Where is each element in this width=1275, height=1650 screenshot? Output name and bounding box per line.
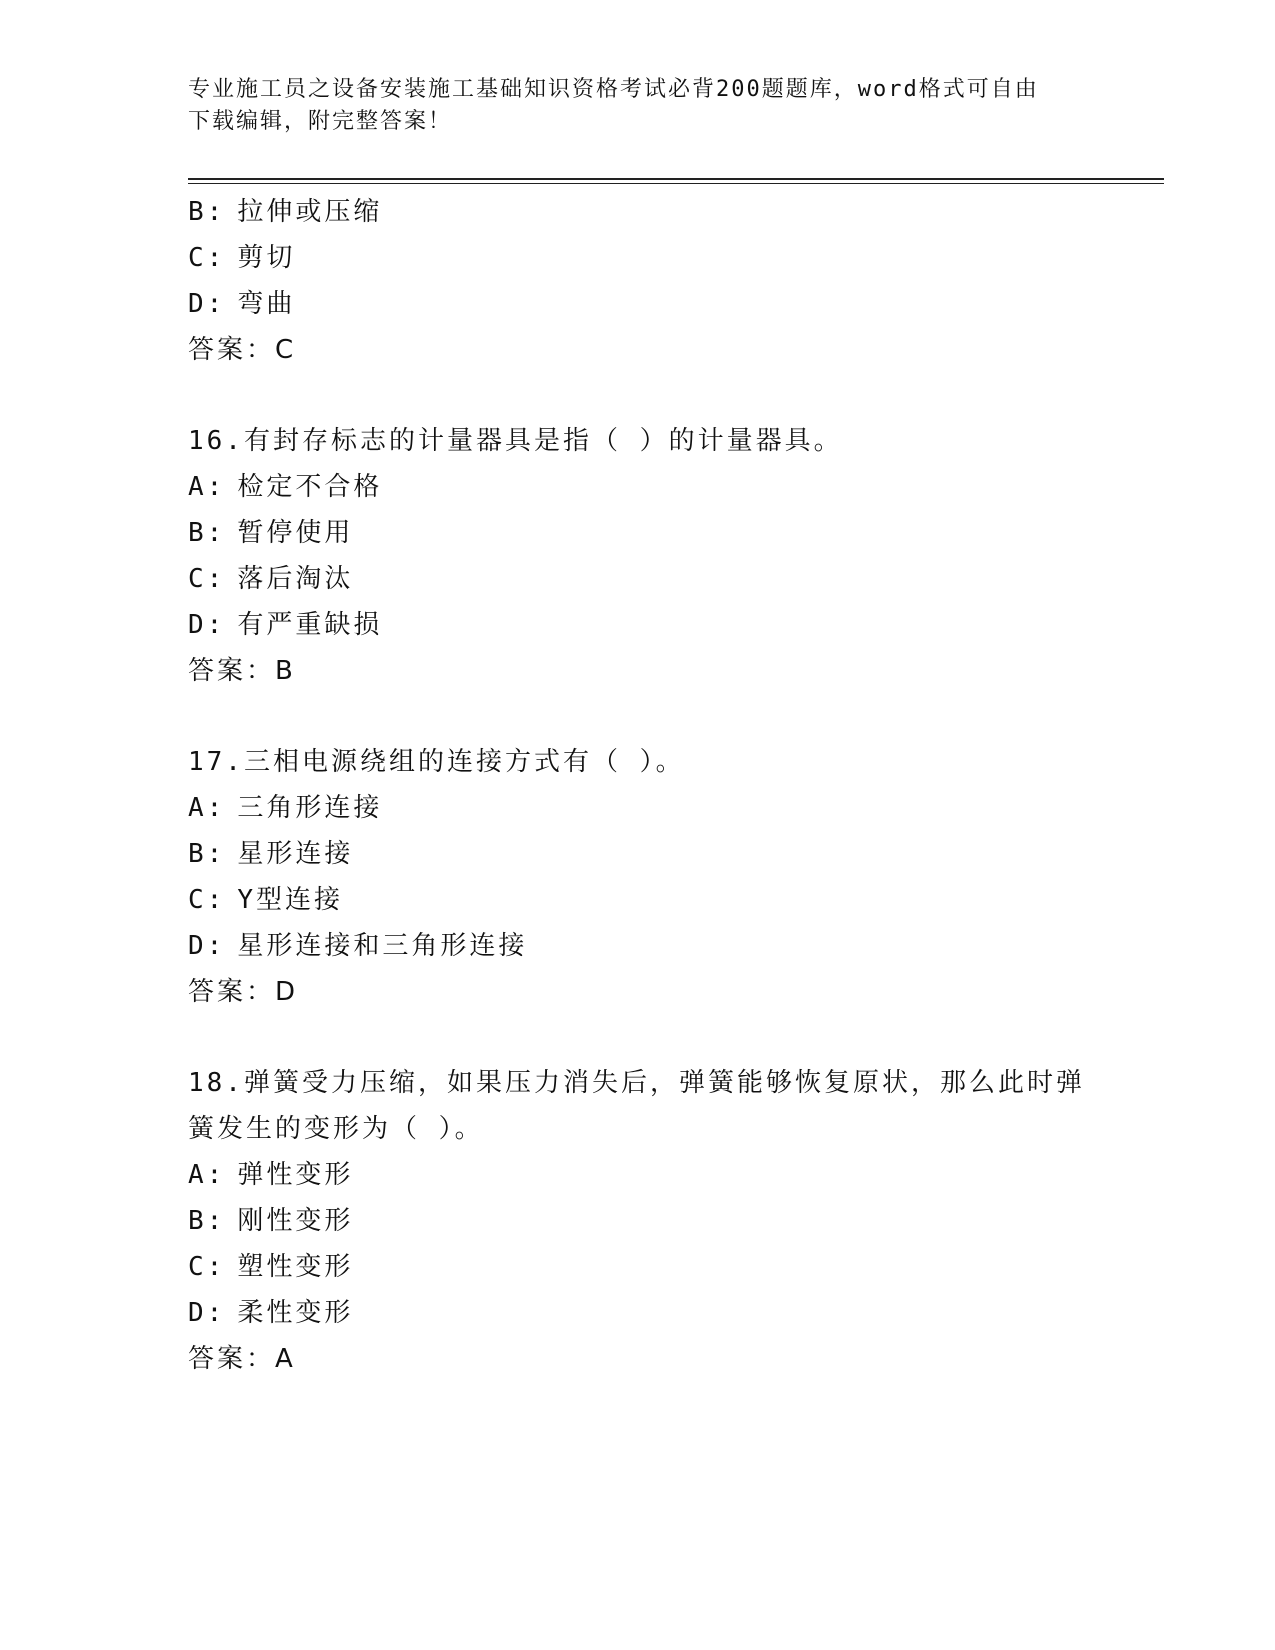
option-key: A: [188,472,226,502]
spacer [188,373,1088,418]
option-text: 有严重缺损 [237,610,383,640]
document-header [188,74,1088,138]
question-stem-continued: 簧发生的变形为（ ）。 [188,1114,484,1144]
option-key: A: [188,1160,226,1190]
header-divider [188,178,1164,180]
question-stem: 16.有封存标志的计量器具是指（ ）的计量器具。 [188,426,843,456]
option-d [188,923,1088,969]
option-key: C: [188,243,226,273]
option-key: D: [188,931,226,961]
option-text: 星形连接和三角形连接 [237,931,528,961]
option-c [188,877,1088,923]
spacer [188,1015,1088,1060]
option-b [188,1198,1088,1244]
option-b [188,831,1088,877]
option-d [188,602,1088,648]
header-line-2: 下载编辑，附完整答案！ [188,109,453,134]
option-text: 检定不合格 [237,472,383,502]
option-key: B: [188,839,226,869]
option-text: 暂停使用 [237,518,354,548]
option-a [188,464,1088,510]
option-key: B: [188,197,226,227]
option-text: 拉伸或压缩 [237,197,383,227]
spacer [188,694,1088,739]
answer-line: 答案：D [188,977,299,1007]
question-list [188,189,1088,1382]
option-text: 剪切 [237,243,296,273]
option-text: 刚性变形 [237,1206,354,1236]
option-d [188,1290,1088,1336]
option-key: D: [188,289,226,319]
option-text: 弯曲 [237,289,296,319]
question-partial [188,189,1088,373]
option-key: A: [188,793,226,823]
answer-line: 答案：A [188,1344,296,1374]
option-a [188,1152,1088,1198]
option-key: B: [188,1206,226,1236]
answer-line: 答案：C [188,335,297,365]
answer-line: 答案：B [188,656,296,686]
option-c [188,1244,1088,1290]
option-key: C: [188,1252,226,1282]
option-key: D: [188,610,226,640]
question-16 [188,418,1088,694]
option-text: 弹性变形 [237,1160,354,1190]
option-text: 三角形连接 [237,793,383,823]
option-key: B: [188,518,226,548]
option-key: C: [188,885,226,915]
option-c [188,235,1088,281]
header-line-1: 专业施工员之设备安装施工基础知识资格考试必背200题题库，word格式可自由 [188,77,1039,102]
option-text: Y型连接 [237,885,343,915]
header-divider-thin [188,183,1164,184]
option-key: D: [188,1298,226,1328]
option-text: 落后淘汰 [237,564,354,594]
option-b [188,510,1088,556]
option-text: 柔性变形 [237,1298,354,1328]
question-18 [188,1060,1088,1382]
option-c [188,556,1088,602]
option-b [188,189,1088,235]
option-text: 塑性变形 [237,1252,354,1282]
option-text: 星形连接 [237,839,354,869]
option-a [188,785,1088,831]
question-17 [188,739,1088,1015]
question-stem: 18.弹簧受力压缩，如果压力消失后，弹簧能够恢复原状，那么此时弹 [188,1068,1085,1098]
option-key: C: [188,564,226,594]
question-stem: 17.三相电源绕组的连接方式有（ ）。 [188,747,685,777]
option-d [188,281,1088,327]
